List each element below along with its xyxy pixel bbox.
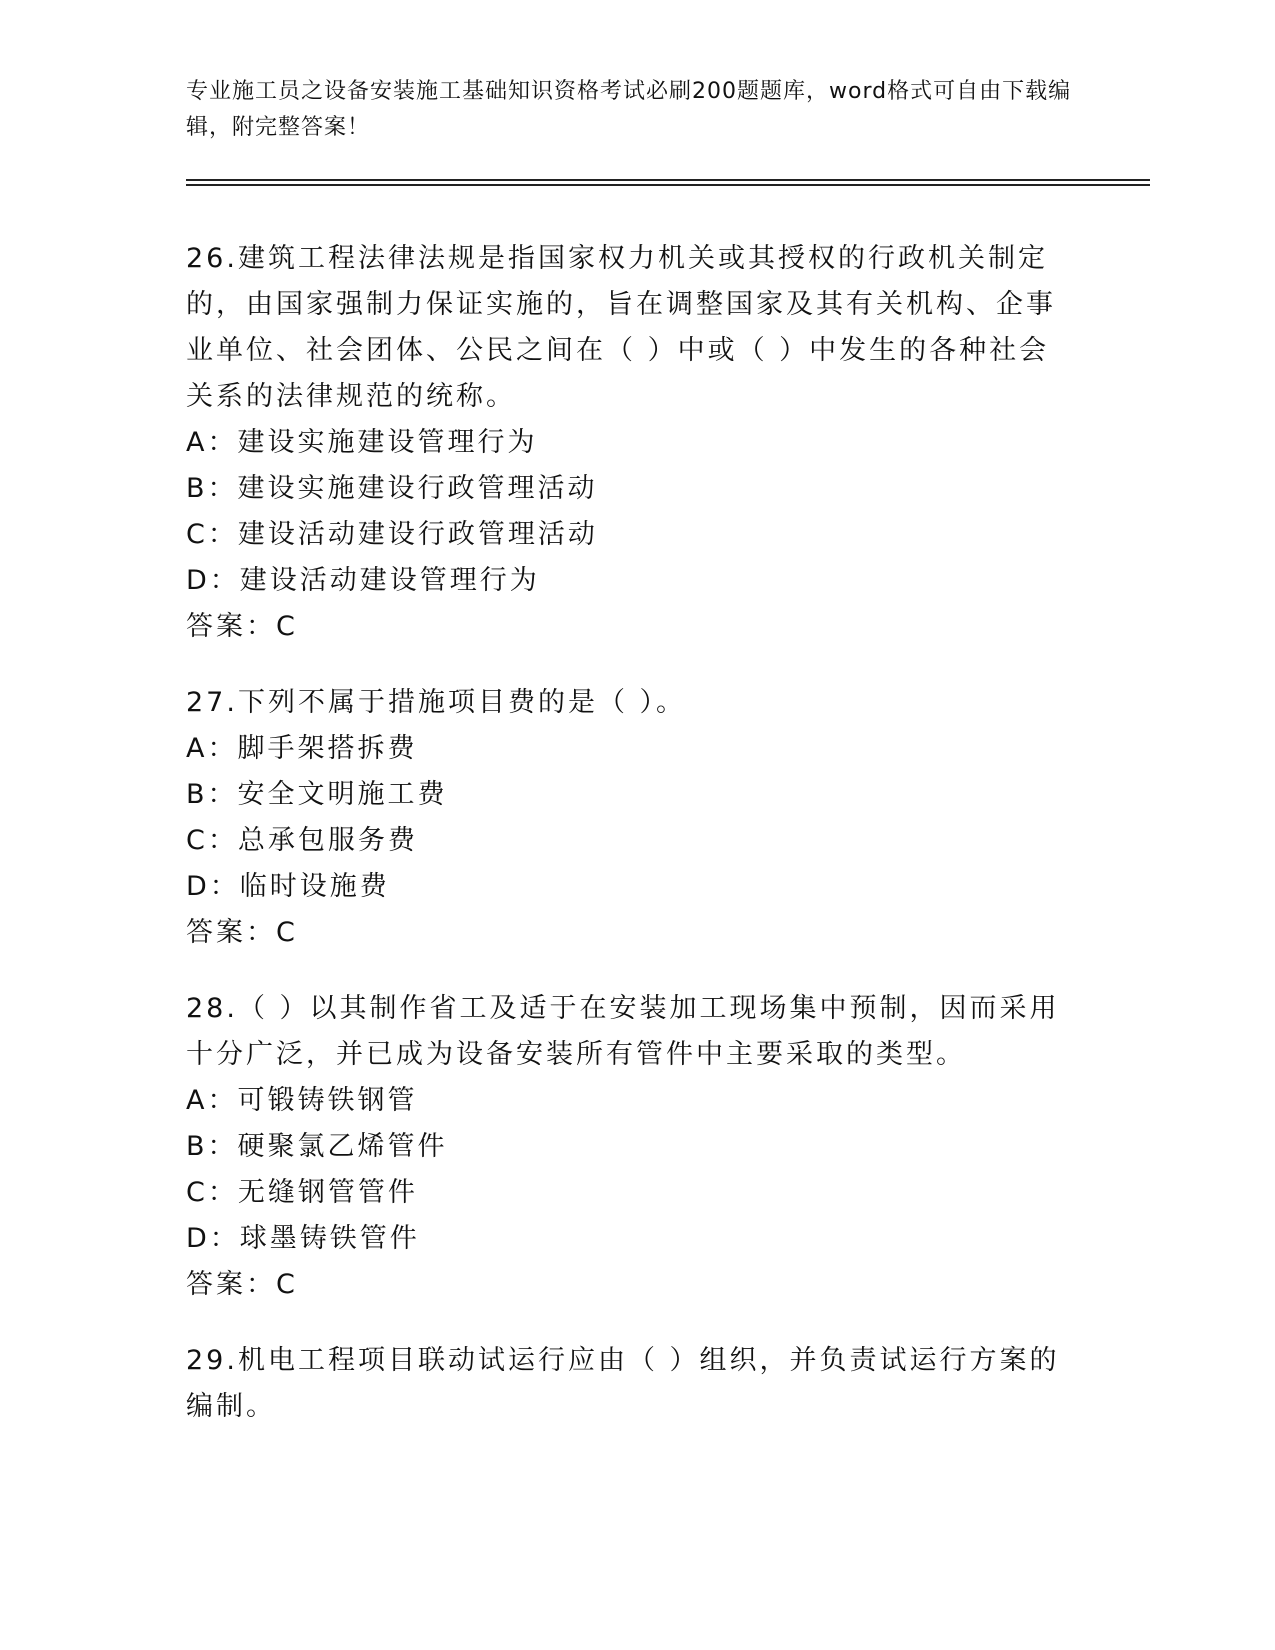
question-stem: 27.下列不属于措施项目费的是（ ）。 <box>186 687 687 718</box>
option-a: A：可锻铸铁钢管 <box>186 1085 418 1116</box>
option-d: D：建设活动建设管理行为 <box>186 565 540 596</box>
option-c: C：总承包服务费 <box>186 825 418 856</box>
answer-line: 答案：C <box>186 611 298 642</box>
question-list <box>186 236 1066 1460</box>
question-26 <box>186 236 1066 650</box>
option-c: C：建设活动建设行政管理活动 <box>186 519 598 550</box>
question-27 <box>186 680 1066 956</box>
option-b: B：安全文明施工费 <box>186 779 448 810</box>
question-stem: 28.（ ）以其制作省工及适于在安装加工现场集中预制，因而采用十分广泛，并已成为设备安装所有管件中主要采取的类型。 <box>186 993 1060 1070</box>
header-divider-bottom <box>186 184 1150 186</box>
option-c: C：无缝钢管管件 <box>186 1177 418 1208</box>
option-a: A：脚手架搭拆费 <box>186 733 418 764</box>
answer-line: 答案：C <box>186 1269 298 1300</box>
option-b: B：硬聚氯乙烯管件 <box>186 1131 448 1162</box>
answer-line: 答案：C <box>186 917 298 948</box>
option-d: D：临时设施费 <box>186 871 390 902</box>
header-divider-top <box>186 179 1150 181</box>
option-a: A：建设实施建设管理行为 <box>186 427 538 458</box>
question-28 <box>186 986 1066 1308</box>
header-title: 专业施工员之设备安装施工基础知识资格考试必刷200题题库，word格式可自由下载编辑，附完整答案！ <box>186 79 1072 140</box>
document-header <box>186 74 1086 146</box>
question-stem: 29.机电工程项目联动试运行应由（ ）组织，并负责试运行方案的编制。 <box>186 1345 1060 1422</box>
question-stem: 26.建筑工程法律法规是指国家权力机关或其授权的行政机关制定的，由国家强制力保证实施的，旨在调整国家及其有关机构、企事业单位、社会团体、公民之间在（ ）中或（ ）中发生的各种社会关系的法律规范的统称。 <box>186 243 1056 412</box>
option-b: B：建设实施建设行政管理活动 <box>186 473 598 504</box>
option-d: D：球墨铸铁管件 <box>186 1223 420 1254</box>
question-29 <box>186 1338 1066 1430</box>
